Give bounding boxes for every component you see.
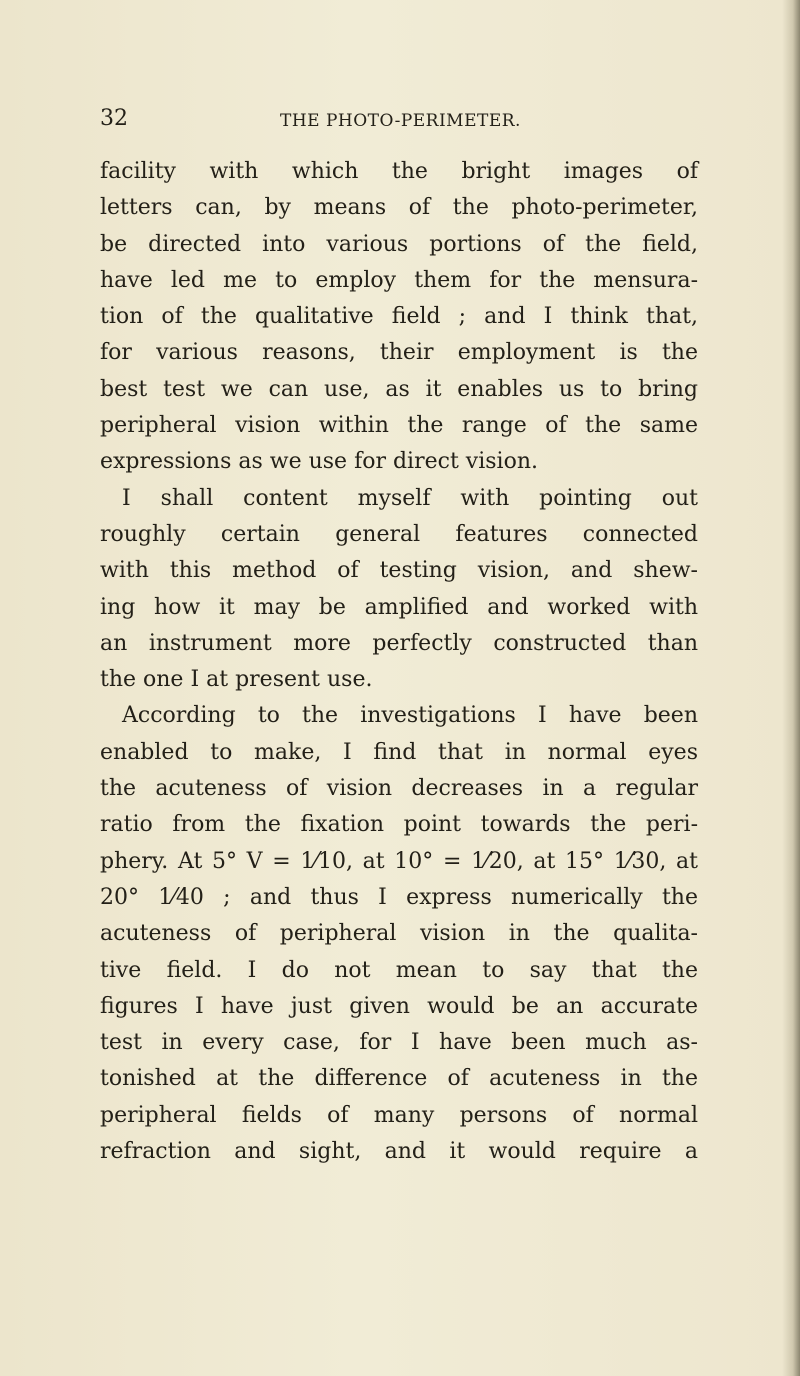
text-line: be directed into various portions of the field, <box>100 231 698 257</box>
page-number: 32 <box>100 106 128 131</box>
text-line: facility with which the bright images of <box>100 159 698 184</box>
body-text <box>100 154 698 1170</box>
text-line: 20° 1⁄40 ; and thus I express numerically the <box>100 884 698 910</box>
text-line: the one I at present use. <box>100 667 373 693</box>
text-line: the acuteness of vision decreases in a regular <box>100 776 698 802</box>
text-line: refraction and sight, and it would require a <box>100 1139 698 1165</box>
text-line: tion of the qualitative field ; and I think that, <box>100 304 698 330</box>
text-line: figures I have just given would be an accurate <box>100 993 698 1019</box>
text-line: have led me to employ them for the mensura- <box>100 267 698 293</box>
text-line: roughly certain general features connected <box>100 521 698 547</box>
page-edge-shadow <box>782 0 800 1376</box>
text-line: ing how it may be amplified and worked with <box>100 594 698 620</box>
running-head: THE PHOTO-PERIMETER. <box>280 111 521 131</box>
text-line: peripheral vision within the range of the same <box>100 413 698 439</box>
text-line: phery. At 5° V = 1⁄10, at 10° = 1⁄20, at 15° 1⁄30, at <box>100 848 698 874</box>
text-line: tonished at the difference of acuteness in the <box>100 1066 698 1092</box>
text-line: peripheral fields of many persons of normal <box>100 1102 698 1128</box>
paragraph-start-line: I shall content myself with pointing out <box>122 485 698 511</box>
text-line: ratio from the fixation point towards the peri- <box>100 812 698 838</box>
text-line: letters can, by means of the photo-perimeter, <box>100 195 698 221</box>
text-line: tive field. I do not mean to say that the <box>100 957 698 983</box>
text-line: an instrument more perfectly constructed than <box>100 630 698 656</box>
text-line: with this method of testing vision, and shew- <box>100 558 698 584</box>
paragraph-start-line: According to the investigations I have been <box>122 703 698 729</box>
text-line: enabled to make, I find that in normal eyes <box>100 739 698 765</box>
page-header <box>100 104 660 134</box>
text-line: acuteness of peripheral vision in the qualita- <box>100 921 698 947</box>
text-line: expressions as we use for direct vision. <box>100 449 538 475</box>
text-line: best test we can use, as it enables us to bring <box>100 376 698 402</box>
text-line: test in every case, for I have been much as- <box>100 1030 698 1056</box>
text-line: for various reasons, their employment is the <box>100 340 698 366</box>
